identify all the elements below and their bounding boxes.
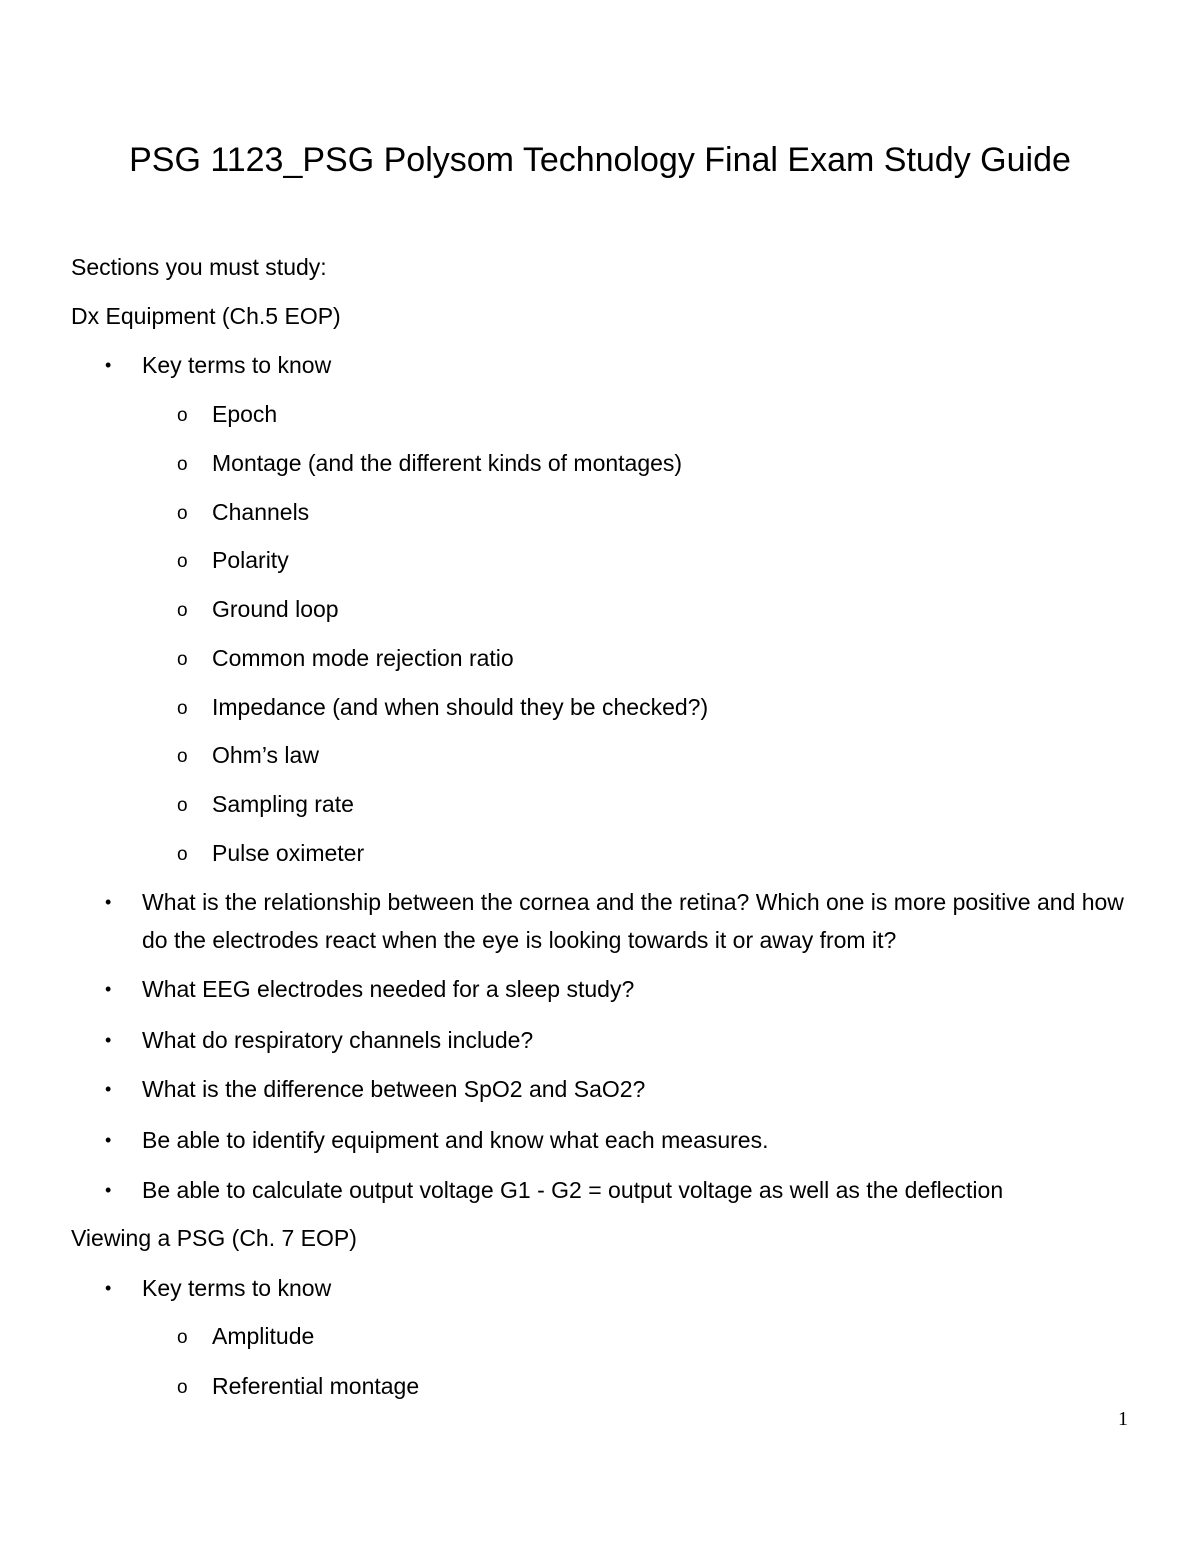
bullet-text: Key terms to know [142, 1275, 332, 1301]
bullet-icon: • [105, 979, 112, 999]
sub-bullet-icon: o [177, 454, 188, 475]
bullet-text: What do respiratory channels include? [142, 1027, 534, 1053]
sub-bullet-text: Referential montage [212, 1373, 420, 1399]
bullet-text: What is the relationship between the cornea and the retina? Which one is more positive and how do the electrodes react when the eye is looking towards it or away from it? [142, 889, 1124, 953]
section-heading-dx-equipment: Dx Equipment (Ch.5 EOP) [71, 303, 341, 329]
bullet-text: Key terms to know [142, 352, 332, 378]
sub-bullet-text: Pulse oximeter [212, 840, 365, 866]
sub-bullet-icon: o [177, 405, 188, 426]
bullet-text: What is the difference between SpO2 and SaO2? [142, 1076, 646, 1102]
bullet-icon: • [105, 1278, 112, 1298]
sub-bullet-text: Epoch [212, 401, 278, 427]
sub-bullet-text: Montage (and the different kinds of montages) [212, 450, 683, 476]
intro-text: Sections you must study: [71, 254, 327, 280]
bullet-icon: • [105, 1180, 112, 1200]
bullet-text: Be able to calculate output voltage G1 - G2 = output voltage as well as the deflection [142, 1177, 1004, 1203]
sub-bullet-icon: o [177, 1377, 188, 1398]
sub-bullet-icon: o [177, 1327, 188, 1348]
page-number: 1 [1118, 1408, 1128, 1430]
sub-bullet-icon: o [177, 795, 188, 816]
bullet-icon: • [105, 1030, 112, 1050]
sub-bullet-icon: o [177, 746, 188, 767]
sub-bullet-text: Sampling rate [212, 791, 354, 817]
sub-bullet-text: Ohm’s law [212, 742, 319, 768]
bullet-icon: • [105, 1130, 112, 1150]
sub-bullet-icon: o [177, 698, 188, 719]
bullet-text: Be able to identify equipment and know what each measures. [142, 1127, 769, 1153]
section-heading-viewing-psg: Viewing a PSG (Ch. 7 EOP) [71, 1225, 357, 1251]
bullet-text: What EEG electrodes needed for a sleep study? [142, 976, 635, 1002]
sub-bullet-text: Polarity [212, 547, 289, 573]
bullet-icon: • [105, 1079, 112, 1099]
sub-bullet-text: Amplitude [212, 1323, 315, 1349]
sub-bullet-text: Ground loop [212, 596, 339, 622]
sub-bullet-text: Common mode rejection ratio [212, 645, 514, 671]
sub-bullet-text: Channels [212, 499, 310, 525]
sub-bullet-icon: o [177, 503, 188, 524]
bullet-icon: • [105, 355, 112, 375]
sub-bullet-icon: o [177, 649, 188, 670]
sub-bullet-icon: o [177, 600, 188, 621]
sub-bullet-icon: o [177, 844, 188, 865]
sub-bullet-icon: o [177, 551, 188, 572]
sub-bullet-text: Impedance (and when should they be checked?) [212, 694, 709, 720]
page-title: PSG 1123_PSG Polysom Technology Final Exam Study Guide [129, 141, 1071, 179]
bullet-icon: • [105, 892, 112, 912]
